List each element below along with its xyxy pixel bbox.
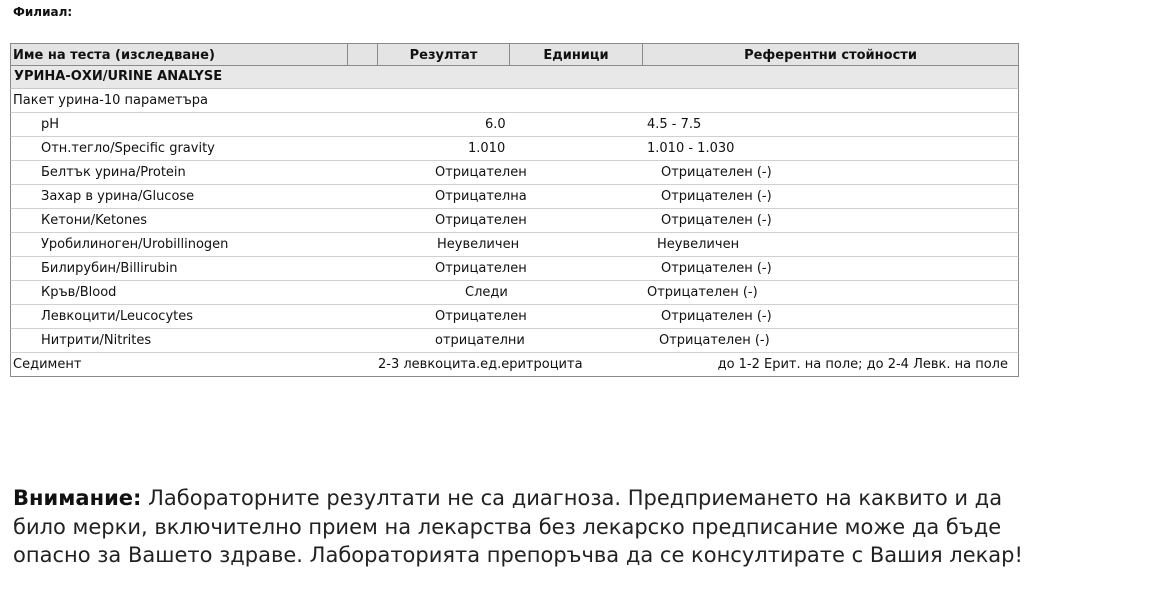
- table-row: [10, 257, 1019, 281]
- test-reference: 1.010 - 1.030: [647, 141, 735, 156]
- sediment-reference: до 1-2 Ерит. на поле; до 2-4 Левк. на поле: [717, 357, 1008, 372]
- test-result: 1.010: [468, 141, 506, 156]
- test-name: Левкоцити/Leucocytes: [41, 309, 194, 324]
- test-reference: Отрицателен (-): [661, 309, 772, 324]
- header-result: Резултат: [378, 44, 510, 65]
- test-reference: 4.5 - 7.5: [647, 117, 702, 132]
- table-row: [10, 113, 1019, 137]
- table-row: [10, 209, 1019, 233]
- table-row: [10, 305, 1019, 329]
- test-name: Отн.тегло/Specific gravity: [41, 141, 215, 156]
- table-row: [10, 329, 1019, 353]
- test-result: Следи: [465, 285, 508, 300]
- header-test-name: Име на теста (изследване): [11, 44, 348, 65]
- test-result: Неувеличен: [437, 237, 520, 252]
- disclaimer: [13, 484, 1023, 570]
- test-reference: Неувеличен: [657, 237, 740, 252]
- table-row: [10, 161, 1019, 185]
- test-name: Захар в урина/Glucose: [41, 189, 195, 204]
- test-reference: Отрицателен (-): [661, 213, 772, 228]
- test-result: Отрицателен: [435, 165, 527, 180]
- test-reference: Отрицателен (-): [661, 261, 772, 276]
- sediment-result: 2-3 левкоцита.ед.еритроцита: [378, 357, 583, 372]
- test-name: Уробилиноген/Urobillinogen: [41, 237, 229, 252]
- disclaimer-label: Внимание:: [13, 486, 142, 510]
- test-result: отрицателни: [435, 333, 525, 348]
- test-result: Отрицателен: [435, 213, 527, 228]
- table-header: [10, 43, 1019, 66]
- table-row: [10, 185, 1019, 209]
- test-reference: Отрицателен (-): [661, 189, 772, 204]
- package-label: Пакет урина-10 параметъра: [13, 93, 208, 108]
- section-title: УРИНА-ОХИ/URINE ANALYSE: [10, 66, 1019, 89]
- branch-label: Филиал:: [13, 5, 73, 19]
- test-name: Кръв/Blood: [41, 285, 117, 300]
- test-reference: Отрицателен (-): [647, 285, 758, 300]
- test-name: pH: [41, 117, 60, 132]
- header-spacer: [348, 44, 378, 65]
- sediment-name: Седимент: [13, 357, 82, 372]
- table-row: [10, 137, 1019, 161]
- test-name: Билирубин/Billirubin: [41, 261, 178, 276]
- table-row: [10, 281, 1019, 305]
- header-units: Единици: [510, 44, 643, 65]
- test-result: Отрицателен: [435, 261, 527, 276]
- test-reference: Отрицателен (-): [659, 333, 770, 348]
- test-result: Отрицателна: [435, 189, 527, 204]
- table-row: [10, 233, 1019, 257]
- test-result: 6.0: [485, 117, 506, 132]
- test-name: Нитрити/Nitrites: [41, 333, 152, 348]
- test-name: Белтък урина/Protein: [41, 165, 186, 180]
- package-row: [10, 89, 1019, 113]
- disclaimer-text: Лабораторните резултати не са диагноза. Предприемането на каквито и да било мерки, включително прием на лекарства без лекарско предписание може да бъде опасно за Вашето здраве. Лабораторията препоръчва да се консултирате с Вашия лекар!: [13, 486, 1023, 567]
- test-reference: Отрицателен (-): [661, 165, 772, 180]
- test-name: Кетони/Ketones: [41, 213, 148, 228]
- results-table: [10, 43, 1019, 377]
- sediment-row: [10, 353, 1019, 377]
- header-reference: Референтни стойности: [744, 48, 917, 63]
- test-result: Отрицателен: [435, 309, 527, 324]
